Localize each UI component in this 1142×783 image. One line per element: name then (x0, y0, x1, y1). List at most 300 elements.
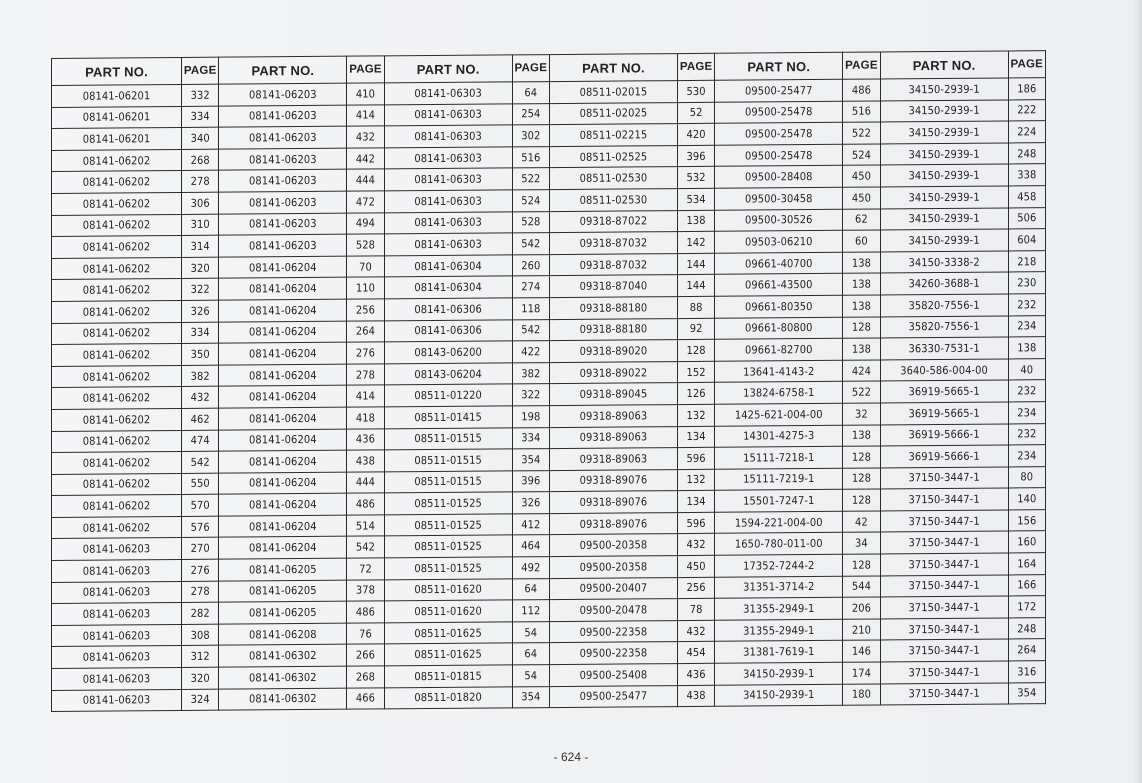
part-number-index-table (51, 50, 1046, 712)
part-number-cell: 15111-7218-1 (715, 446, 843, 469)
page-ref-cell: 412 (512, 513, 549, 535)
part-number-cell: 08141-06302 (219, 688, 347, 711)
page-ref-cell: 88 (677, 296, 714, 318)
page-ref-cell: 138 (843, 424, 880, 446)
part-number-cell: 14301-4275-3 (715, 425, 843, 448)
part-number-cell: 08511-01625 (384, 622, 512, 645)
page-ref-cell: 268 (182, 149, 219, 171)
part-number-cell: 09318-88180 (549, 318, 677, 341)
part-number-cell: 08511-01525 (384, 492, 512, 515)
page-ref-cell: 198 (512, 405, 549, 427)
page-ref-cell: 340 (182, 127, 219, 149)
part-number-cell: 34150-2939-1 (880, 78, 1008, 101)
part-number-cell: 09500-25478 (715, 122, 843, 145)
part-number-cell: 08141-06202 (52, 279, 182, 302)
part-number-cell: 08143-06204 (384, 363, 512, 386)
page-ref-cell: 156 (1008, 510, 1045, 532)
part-number-cell: 34150-2939-1 (880, 186, 1008, 209)
part-number-cell: 08511-01515 (384, 427, 512, 450)
part-number-cell: 37150-3447-1 (880, 488, 1008, 511)
page-ref-cell: 486 (347, 493, 384, 515)
part-number-column-header: PART NO. (219, 56, 347, 84)
part-number-cell: 34150-2939-1 (880, 229, 1008, 252)
page-ref-cell: 332 (182, 84, 219, 106)
page-ref-cell: 76 (347, 623, 384, 645)
page-ref-cell: 514 (347, 515, 384, 537)
page-ref-cell: 432 (677, 620, 714, 642)
page-ref-cell: 142 (677, 231, 714, 253)
part-number-cell: 34150-2939-1 (880, 143, 1008, 166)
page-ref-cell: 466 (347, 688, 384, 710)
page-ref-cell: 506 (1008, 207, 1045, 229)
part-number-cell: 08511-01515 (384, 471, 512, 494)
part-number-cell: 08141-06303 (384, 168, 512, 191)
part-number-cell: 36919-5665-1 (880, 380, 1008, 403)
part-number-cell: 08141-06204 (219, 364, 347, 387)
part-number-cell: 08511-01625 (384, 643, 512, 666)
part-number-cell: 08511-01815 (384, 665, 512, 688)
page-ref-cell: 270 (182, 538, 219, 560)
part-number-cell: 08141-06205 (219, 558, 347, 581)
page-ref-cell: 166 (1008, 574, 1045, 596)
part-number-column-header: PART NO. (880, 51, 1008, 79)
part-number-cell: 09318-87032 (549, 253, 677, 276)
part-number-cell: 08141-06304 (384, 255, 512, 278)
part-number-cell: 37150-3447-1 (880, 510, 1008, 533)
part-number-cell: 08141-06204 (219, 385, 347, 408)
part-number-cell: 08141-06303 (384, 147, 512, 170)
page-ref-cell: 382 (512, 362, 549, 384)
part-number-cell: 36919-5665-1 (880, 402, 1008, 425)
part-number-cell: 09500-28408 (715, 166, 843, 189)
page-ref-cell: 60 (843, 230, 880, 252)
part-number-cell: 08141-06203 (219, 191, 347, 214)
part-number-cell: 37150-3447-1 (880, 683, 1008, 706)
part-number-cell: 09500-25478 (715, 144, 843, 167)
part-number-cell: 09318-89045 (549, 383, 677, 406)
page-ref-cell: 516 (843, 101, 880, 123)
page-ref-cell: 432 (677, 534, 714, 556)
page-column-header: PAGE (347, 56, 384, 83)
part-number-cell: 08141-06303 (384, 233, 512, 256)
page-ref-cell: 32 (843, 403, 880, 425)
page-ref-cell: 128 (843, 446, 880, 468)
page-ref-cell: 266 (347, 644, 384, 666)
part-number-column-header: PART NO. (715, 52, 843, 80)
part-number-cell: 08141-06303 (384, 82, 512, 105)
part-number-cell: 36919-5666-1 (880, 445, 1008, 468)
page-ref-cell: 152 (677, 361, 714, 383)
page-ref-cell: 64 (512, 643, 549, 665)
page-ref-cell: 140 (1008, 488, 1045, 510)
part-number-cell: 08141-06204 (219, 472, 347, 495)
page-ref-cell: 118 (512, 298, 549, 320)
part-number-cell: 08141-06204 (219, 450, 347, 473)
part-number-cell: 34260-3688-1 (880, 272, 1008, 295)
part-number-cell: 08141-06202 (52, 322, 182, 345)
part-number-cell: 34150-2939-1 (880, 164, 1008, 187)
page-ref-cell: 432 (182, 386, 219, 408)
part-number-cell: 08141-06203 (52, 689, 182, 712)
part-number-cell: 08141-06202 (52, 408, 182, 431)
page-ref-cell: 72 (347, 558, 384, 580)
part-number-cell: 09661-43500 (715, 274, 843, 297)
page-ref-cell: 324 (182, 689, 219, 711)
page-ref-cell: 436 (677, 663, 714, 685)
part-number-cell: 08141-06303 (384, 103, 512, 126)
page-ref-cell: 164 (1008, 553, 1045, 575)
page-ref-cell: 54 (512, 665, 549, 687)
part-number-cell: 34150-2939-1 (880, 208, 1008, 231)
page-ref-cell: 278 (347, 364, 384, 386)
part-number-cell: 37150-3447-1 (880, 639, 1008, 662)
page-ref-cell: 128 (843, 317, 880, 339)
page-ref-cell: 80 (1008, 466, 1045, 488)
part-number-cell: 09503-06210 (715, 230, 843, 253)
part-number-cell: 08141-06208 (219, 623, 347, 646)
page-ref-cell: 396 (677, 145, 714, 167)
part-number-cell: 08141-06204 (219, 278, 347, 301)
part-number-cell: 09500-20358 (549, 534, 677, 557)
part-number-cell: 08141-06205 (219, 601, 347, 624)
page-ref-cell: 542 (512, 233, 549, 255)
part-number-cell: 37150-3447-1 (880, 661, 1008, 684)
page-ref-cell: 234 (1008, 445, 1045, 467)
part-number-cell: 08141-06203 (219, 105, 347, 128)
part-number-cell: 08511-01820 (384, 687, 512, 710)
part-number-cell: 08511-01525 (384, 514, 512, 537)
page-ref-cell: 338 (1008, 164, 1045, 186)
page-ref-cell: 486 (347, 601, 384, 623)
part-number-cell: 17352-7244-2 (715, 554, 843, 577)
part-number-cell: 08141-06202 (52, 236, 182, 259)
part-number-cell: 08511-01525 (384, 535, 512, 558)
page-ref-cell: 334 (182, 322, 219, 344)
page-ref-cell: 334 (182, 106, 219, 128)
part-number-cell: 08511-01620 (384, 600, 512, 623)
page-ref-cell: 326 (182, 300, 219, 322)
part-number-cell: 34150-3338-2 (880, 251, 1008, 274)
page-ref-cell: 542 (182, 451, 219, 473)
page-ref-cell: 418 (347, 407, 384, 429)
part-number-cell: 09500-25478 (715, 101, 843, 124)
page-ref-cell: 78 (677, 599, 714, 621)
part-number-cell: 37150-3447-1 (880, 575, 1008, 598)
page-ref-cell: 128 (677, 339, 714, 361)
part-number-cell: 31381-7619-1 (715, 641, 843, 664)
part-number-cell: 09661-80350 (715, 295, 843, 318)
part-number-cell: 34150-2939-1 (715, 662, 843, 685)
page-ref-cell: 224 (1008, 121, 1045, 143)
part-number-cell: 15111-7219-1 (715, 468, 843, 491)
page-ref-cell: 134 (677, 491, 714, 513)
page-ref-cell: 414 (347, 385, 384, 407)
page-ref-cell: 210 (843, 619, 880, 641)
page-ref-cell: 282 (182, 602, 219, 624)
page-ref-cell: 276 (182, 559, 219, 581)
part-number-cell: 08141-06302 (219, 645, 347, 668)
part-number-cell: 08141-06203 (219, 170, 347, 193)
page-ref-cell: 264 (1008, 639, 1045, 661)
page-ref-cell: 462 (182, 408, 219, 430)
part-number-cell: 1650-780-011-00 (715, 533, 843, 556)
part-number-cell: 09500-22358 (549, 620, 677, 643)
page-ref-cell: 596 (677, 512, 714, 534)
page-ref-cell: 310 (182, 214, 219, 236)
part-number-cell: 08141-06201 (52, 128, 182, 151)
part-number-cell: 09318-89020 (549, 340, 677, 363)
part-number-cell: 08141-06203 (52, 624, 182, 647)
page-ref-cell: 302 (512, 125, 549, 147)
part-number-cell: 09318-89063 (549, 448, 677, 471)
page-ref-cell: 550 (182, 473, 219, 495)
part-number-cell: 09500-30526 (715, 209, 843, 232)
page-ref-cell: 264 (347, 320, 384, 342)
page-ref-cell: 260 (512, 254, 549, 276)
page-column-header: PAGE (182, 57, 219, 84)
page-ref-cell: 128 (843, 489, 880, 511)
page-ref-cell: 112 (512, 600, 549, 622)
page-ref-cell: 180 (843, 684, 880, 706)
page-ref-cell: 528 (347, 234, 384, 256)
part-number-cell: 08511-01525 (384, 557, 512, 580)
part-number-cell: 09318-88180 (549, 297, 677, 320)
page-ref-cell: 424 (843, 360, 880, 382)
part-number-cell: 08141-06203 (52, 646, 182, 669)
part-number-cell: 08141-06202 (52, 387, 182, 410)
page-ref-cell: 138 (843, 273, 880, 295)
part-number-cell: 36919-5666-1 (880, 423, 1008, 446)
part-number-cell: 13824-6758-1 (715, 382, 843, 405)
page-ref-cell: 144 (677, 275, 714, 297)
part-number-cell: 37150-3447-1 (880, 531, 1008, 554)
page-ref-cell: 146 (843, 640, 880, 662)
part-number-cell: 08141-06203 (52, 603, 182, 626)
page-ref-cell: 494 (347, 212, 384, 234)
page-column-header: PAGE (677, 53, 714, 80)
part-number-cell: 08511-02530 (549, 167, 677, 190)
page-ref-cell: 218 (1008, 250, 1045, 272)
page-ref-cell: 450 (677, 555, 714, 577)
part-number-cell: 31355-2949-1 (715, 619, 843, 642)
page-ref-cell: 350 (182, 343, 219, 365)
page-ref-cell: 432 (347, 126, 384, 148)
part-number-cell: 08141-06303 (384, 211, 512, 234)
page-number: - 624 - (553, 750, 589, 764)
part-number-cell: 08511-02025 (549, 102, 677, 125)
part-number-cell: 09500-20407 (549, 577, 677, 600)
page-ref-cell: 172 (1008, 596, 1045, 618)
page-ref-cell: 278 (182, 581, 219, 603)
part-number-cell: 08141-06203 (52, 538, 182, 561)
part-number-cell: 08141-06204 (219, 429, 347, 452)
part-number-cell: 08511-01620 (384, 579, 512, 602)
page-ref-cell: 322 (512, 384, 549, 406)
part-number-cell: 08141-06203 (219, 148, 347, 171)
part-number-cell: 08141-06203 (219, 234, 347, 257)
part-number-cell: 3640-586-004-00 (880, 359, 1008, 382)
page-ref-cell: 354 (512, 449, 549, 471)
part-number-cell: 08141-06204 (219, 493, 347, 516)
part-number-cell: 37150-3447-1 (880, 596, 1008, 619)
page-ref-cell: 312 (182, 646, 219, 668)
part-number-cell: 08141-06202 (52, 214, 182, 237)
page-ref-cell: 544 (843, 576, 880, 598)
part-number-cell: 35820-7556-1 (880, 294, 1008, 317)
part-number-cell: 08511-02530 (549, 189, 677, 212)
page-ref-cell: 522 (843, 381, 880, 403)
page-ref-cell: 52 (677, 102, 714, 124)
page-ref-cell: 248 (1008, 142, 1045, 164)
part-number-cell: 09318-87032 (549, 232, 677, 255)
part-number-cell: 08141-06203 (52, 668, 182, 691)
part-number-cell: 08511-02215 (549, 124, 677, 147)
page-ref-cell: 268 (347, 666, 384, 688)
page-ref-cell: 138 (843, 252, 880, 274)
page-ref-cell: 542 (347, 536, 384, 558)
page-ref-cell: 138 (843, 338, 880, 360)
page-ref-cell: 542 (512, 319, 549, 341)
page-ref-cell: 222 (1008, 99, 1045, 121)
part-number-cell: 09318-89063 (549, 426, 677, 449)
page-ref-cell: 206 (843, 597, 880, 619)
page-ref-cell: 138 (1008, 337, 1045, 359)
part-number-cell: 08141-06202 (52, 149, 182, 172)
part-number-cell: 09318-89063 (549, 404, 677, 427)
part-number-cell: 1594-221-004-00 (715, 511, 843, 534)
page-ref-cell: 126 (677, 383, 714, 405)
part-number-cell: 09661-40700 (715, 252, 843, 275)
page-ref-cell: 128 (843, 554, 880, 576)
page-ref-cell: 532 (677, 167, 714, 189)
part-number-cell: 35820-7556-1 (880, 316, 1008, 339)
page-ref-cell: 524 (512, 190, 549, 212)
part-number-cell: 09318-87022 (549, 210, 677, 233)
part-number-cell: 09318-89076 (549, 491, 677, 514)
page-ref-cell: 132 (677, 469, 714, 491)
page-ref-cell: 174 (843, 662, 880, 684)
page-ref-cell: 396 (512, 470, 549, 492)
part-number-cell: 08141-06303 (384, 190, 512, 213)
part-number-cell: 34150-2939-1 (880, 121, 1008, 144)
page-ref-cell: 64 (512, 82, 549, 104)
part-number-cell: 09661-82700 (715, 338, 843, 361)
page-ref-cell: 442 (347, 148, 384, 170)
part-number-cell: 08141-06203 (219, 83, 347, 106)
part-number-cell: 08511-01220 (384, 384, 512, 407)
page-ref-cell: 232 (1008, 423, 1045, 445)
page-ref-cell: 110 (347, 277, 384, 299)
part-number-column-header: PART NO. (52, 57, 182, 85)
page-ref-cell: 308 (182, 624, 219, 646)
page-ref-cell: 596 (677, 447, 714, 469)
page-ref-cell: 444 (347, 472, 384, 494)
part-number-cell: 08141-06306 (384, 319, 512, 342)
page-ref-cell: 234 (1008, 402, 1045, 424)
page-ref-cell: 138 (843, 295, 880, 317)
page-ref-cell: 438 (677, 685, 714, 707)
page-ref-cell: 40 (1008, 358, 1045, 380)
part-number-cell: 08141-06205 (219, 580, 347, 603)
page-ref-cell: 410 (347, 83, 384, 105)
page-ref-cell: 92 (677, 318, 714, 340)
part-number-cell: 08141-06303 (384, 125, 512, 148)
page-ref-cell: 382 (182, 365, 219, 387)
page-ref-cell: 306 (182, 192, 219, 214)
part-number-cell: 08511-02015 (549, 81, 677, 104)
page-ref-cell: 256 (677, 577, 714, 599)
part-number-cell: 08141-06202 (52, 171, 182, 194)
part-number-cell: 36330-7531-1 (880, 337, 1008, 360)
page-ref-cell: 278 (182, 171, 219, 193)
part-number-cell: 08511-01415 (384, 406, 512, 429)
page-ref-cell: 524 (843, 144, 880, 166)
page-ref-cell: 230 (1008, 272, 1045, 294)
page-ref-cell: 436 (347, 428, 384, 450)
page-ref-cell: 128 (843, 468, 880, 490)
part-number-cell: 09500-20358 (549, 556, 677, 579)
part-number-column-header: PART NO. (549, 54, 677, 82)
part-number-cell: 37150-3447-1 (880, 618, 1008, 641)
page-ref-cell: 528 (512, 211, 549, 233)
page-ref-cell: 570 (182, 494, 219, 516)
page-ref-cell: 316 (1008, 661, 1045, 683)
part-number-cell: 08141-06201 (52, 106, 182, 129)
part-number-cell: 09318-89022 (549, 361, 677, 384)
page-ref-cell: 234 (1008, 315, 1045, 337)
page-ref-cell: 454 (677, 642, 714, 664)
page-ref-cell: 314 (182, 235, 219, 257)
page-ref-cell: 438 (347, 450, 384, 472)
part-number-cell: 09500-20478 (549, 599, 677, 622)
part-number-cell: 08141-06203 (52, 560, 182, 583)
page-ref-cell: 274 (512, 276, 549, 298)
part-number-cell: 08141-06204 (219, 515, 347, 538)
part-number-cell: 08141-06202 (52, 300, 182, 323)
page-ref-cell: 472 (347, 191, 384, 213)
part-number-cell: 08141-06202 (52, 257, 182, 280)
page-ref-cell: 334 (512, 427, 549, 449)
page-ref-cell: 276 (347, 342, 384, 364)
page-ref-cell: 160 (1008, 531, 1045, 553)
part-number-cell: 08141-06204 (219, 537, 347, 560)
part-number-cell: 13641-4143-2 (715, 360, 843, 383)
page-ref-cell: 320 (182, 257, 219, 279)
part-number-cell: 08141-06201 (52, 84, 182, 107)
part-number-cell: 08141-06202 (52, 495, 182, 518)
part-number-cell: 08141-06204 (219, 407, 347, 430)
part-number-cell: 08141-06204 (219, 321, 347, 344)
page-ref-cell: 458 (1008, 186, 1045, 208)
part-number-cell: 08141-06202 (52, 452, 182, 475)
part-number-cell: 08141-06203 (219, 213, 347, 236)
page-ref-cell: 62 (843, 209, 880, 231)
part-number-cell: 08141-06202 (52, 473, 182, 496)
page-ref-cell: 604 (1008, 229, 1045, 251)
page-ref-cell: 378 (347, 580, 384, 602)
page-ref-cell: 534 (677, 188, 714, 210)
page-ref-cell: 444 (347, 169, 384, 191)
page-ref-cell: 326 (512, 492, 549, 514)
page-edge-shadow (1134, 0, 1142, 783)
part-number-cell: 34150-2939-1 (880, 100, 1008, 123)
part-number-cell: 08141-06203 (219, 126, 347, 149)
page-ref-cell: 530 (677, 80, 714, 102)
page-column-header: PAGE (1008, 51, 1045, 78)
part-number-cell: 37150-3447-1 (880, 467, 1008, 490)
page-column-header: PAGE (843, 52, 880, 79)
page-ref-cell: 522 (512, 168, 549, 190)
